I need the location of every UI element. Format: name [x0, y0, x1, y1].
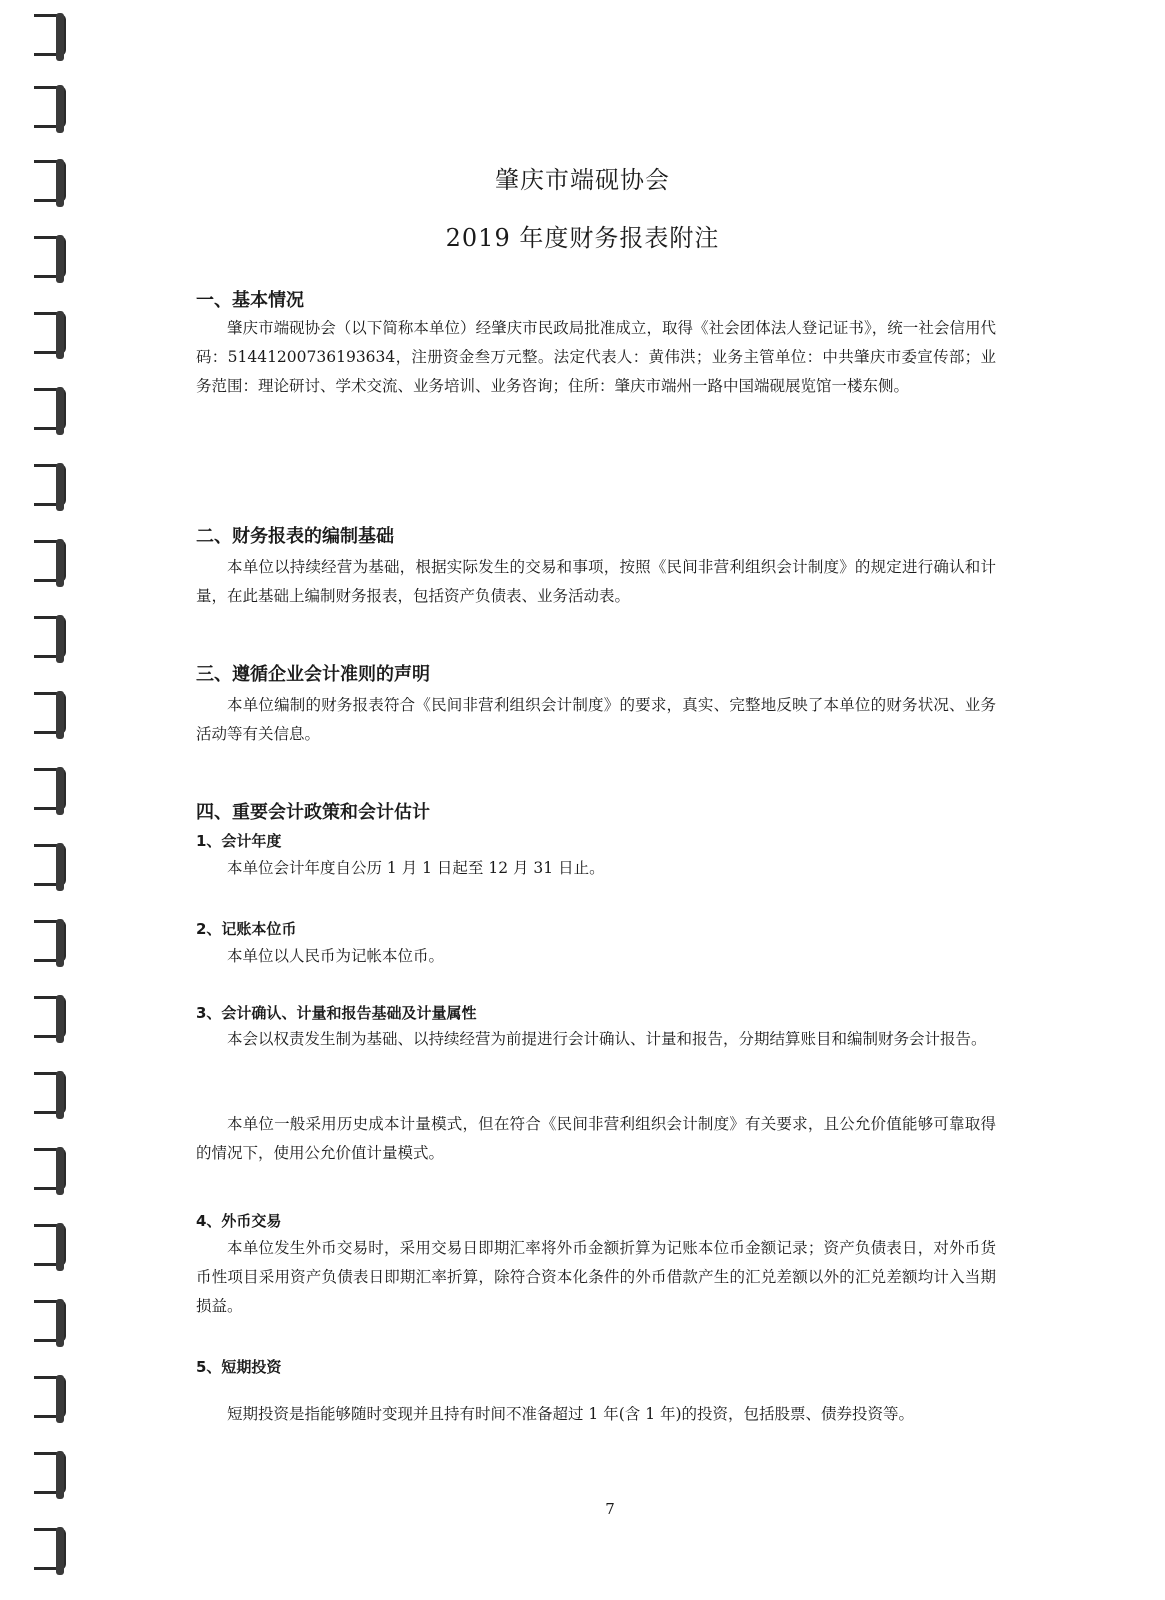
binding-ring	[34, 920, 66, 962]
binding-ring	[34, 692, 66, 734]
section-heading: 三、遵循企业会计准则的声明	[196, 664, 430, 685]
document-title: 肇庆市端砚协会	[495, 166, 670, 194]
binding-ring	[34, 768, 66, 810]
binding-ring	[34, 844, 66, 886]
binding-ring	[34, 1376, 66, 1418]
subsection-paragraph: 本单位以人民币为记帐本位币。	[227, 947, 445, 965]
binding-ring	[34, 312, 66, 354]
binding-ring	[34, 1452, 66, 1494]
binding-ring	[34, 996, 66, 1038]
section-heading: 二、财务报表的编制基础	[196, 526, 394, 547]
subsection-heading: 1、会计年度	[196, 832, 282, 850]
binding-ring	[34, 388, 66, 430]
binding-ring	[34, 1148, 66, 1190]
binding-ring	[34, 616, 66, 658]
binding-ring	[34, 1224, 66, 1266]
subsection-heading: 5、短期投资	[196, 1358, 282, 1376]
subsection-heading: 2、记账本位币	[196, 920, 297, 938]
document-subtitle: 2019 年度财务报表附注	[445, 224, 720, 252]
subsection-paragraph: 本单位一般采用历史成本计量模式，但在符合《民间非营利组织会计制度》有关要求，且公允价值能够可靠取得的情况下，使用公允价值计量模式。	[196, 1115, 996, 1162]
section-heading: 四、重要会计政策和会计估计	[196, 802, 430, 823]
subsection-heading: 4、外币交易	[196, 1212, 282, 1230]
binding-ring	[34, 1528, 66, 1570]
binding-ring	[34, 464, 66, 506]
section-paragraph: 肇庆市端砚协会（以下简称本单位）经肇庆市民政局批准成立，取得《社会团体法人登记证书》，统一社会信用代码：51441200736193634，注册资金叁万元整。法定代表人：黄伟洪；业务主管单位：中共肇庆市委宣传部；业务范围：理论研讨、学术交流、业务培训、业务咨询；住所：肇庆市端州一路中国端砚展览馆一楼东侧。	[196, 319, 996, 395]
binding-ring	[34, 14, 66, 56]
section-paragraph: 本单位编制的财务报表符合《民间非营利组织会计制度》的要求，真实、完整地反映了本单位的财务状况、业务活动等有关信息。	[196, 696, 996, 743]
subsection-paragraph: 本单位会计年度自公历 1 月 1 日起至 12 月 31 日止。	[227, 859, 605, 877]
section-paragraph: 本单位以持续经营为基础，根据实际发生的交易和事项，按照《民间非营利组织会计制度》的规定进行确认和计量，在此基础上编制财务报表，包括资产负债表、业务活动表。	[196, 558, 996, 605]
binding-ring	[34, 540, 66, 582]
binding-ring	[34, 86, 66, 128]
subsection-heading: 3、会计确认、计量和报告基础及计量属性	[196, 1004, 477, 1022]
page-number: 7	[605, 1500, 615, 1518]
subsection-paragraph: 短期投资是指能够随时变现并且持有时间不准备超过 1 年(含 1 年)的投资，包括股票、债券投资等。	[227, 1405, 915, 1423]
binding-ring	[34, 1072, 66, 1114]
subsection-paragraph: 本会以权责发生制为基础、以持续经营为前提进行会计确认、计量和报告，分期结算账目和编制财务会计报告。	[227, 1030, 987, 1048]
subsection-paragraph: 本单位发生外币交易时，采用交易日即期汇率将外币金额折算为记账本位币金额记录；资产负债表日，对外币货币性项目采用资产负债表日即期汇率折算，除符合资本化条件的外币借款产生的汇兑差额以外的汇兑差额均计入当期损益。	[196, 1239, 996, 1315]
binding-ring	[34, 1300, 66, 1342]
section-heading: 一、基本情况	[196, 290, 304, 311]
